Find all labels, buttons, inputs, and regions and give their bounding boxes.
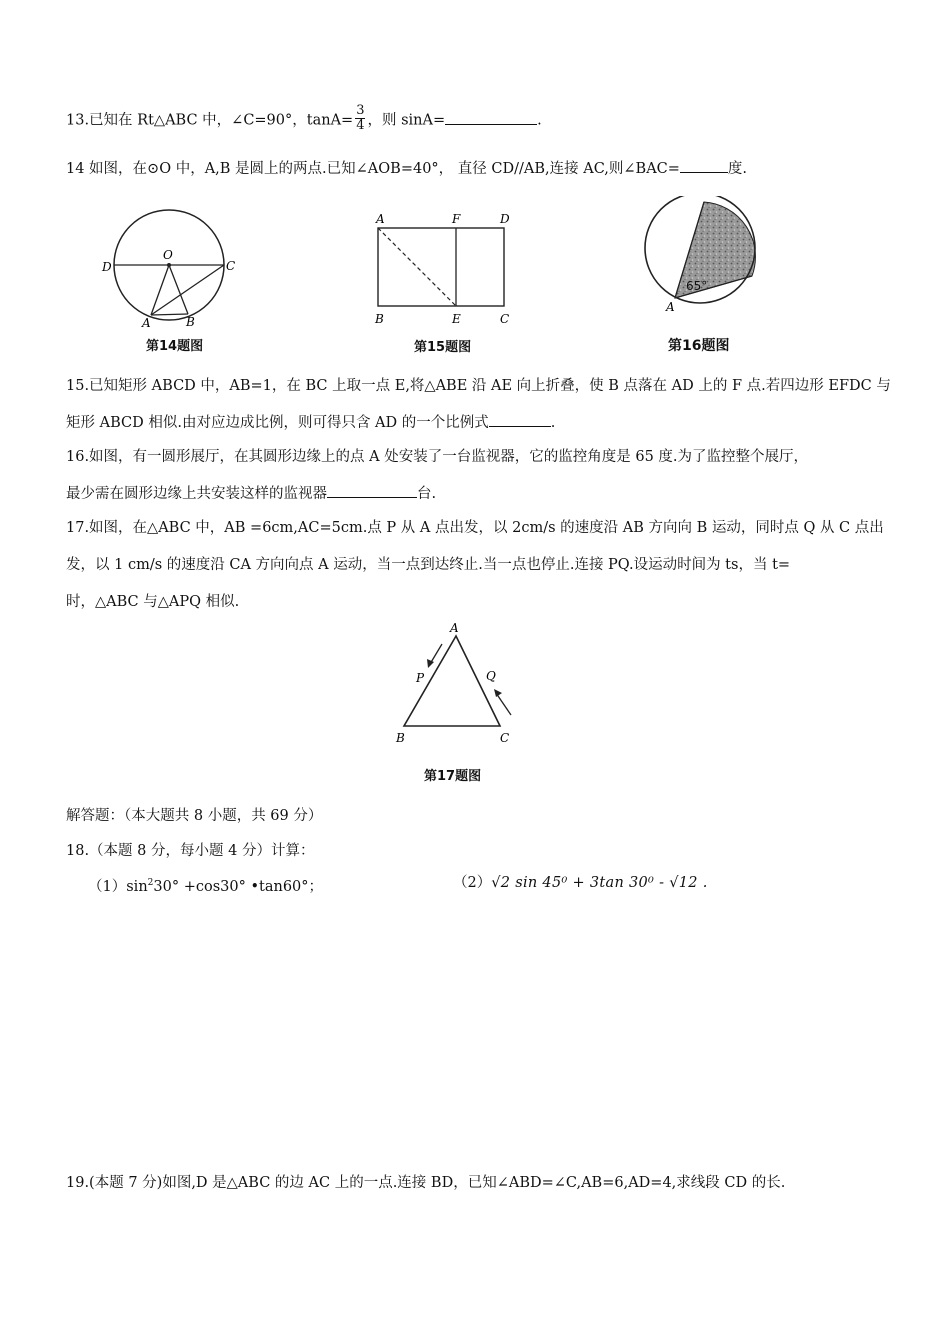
- question-18-part-2: [453, 873, 708, 893]
- fig15-label-c: C: [500, 312, 510, 326]
- q13-text-before: 13.已知在 Rt△ABC 中，∠C=90°，tanA=: [66, 112, 354, 129]
- q18-part1-a: sin: [126, 878, 148, 895]
- figure-17-diagram: [390, 620, 525, 748]
- q15-end: .: [550, 415, 556, 431]
- q13-end: .: [537, 112, 542, 129]
- question-15-line-1: 15.已知矩形 ABCD 中，AB=1，在 BC 上取一点 E,将△ABE 沿 AE 向上折叠，使 B 点落在 AD 上的 F 点.若四边形 EFDC 与: [66, 378, 891, 394]
- fig17-label-q: Q: [486, 669, 496, 683]
- fig15-label-f: F: [452, 212, 461, 226]
- q13-frac-den: 4: [356, 118, 365, 133]
- question-14: [66, 158, 747, 179]
- fig17-label-a: A: [450, 621, 459, 635]
- question-15-line-2: [66, 412, 555, 433]
- fig17-label-c: C: [500, 731, 510, 745]
- figure-16-caption: 第16题图: [668, 338, 730, 354]
- question-16-line-1: 16.如图，有一圆形展厅，在其圆形边缘上的点 A 处安装了一台监视器，它的监控角度是 65 度.为了监控整个展厅，: [66, 449, 809, 465]
- question-18-part-1: [88, 873, 323, 897]
- question-18-header: 18.（本题 8 分，每小题 4 分）计算：: [66, 843, 315, 859]
- figure-15-diagram: [370, 210, 520, 328]
- question-17-line-2: 发，以 1 cm/s 的速度沿 CA 方向向点 A 运动，当一点到达终止.当一点也停止.连接 PQ.设运动时间为 ts，当 t=: [66, 557, 791, 573]
- q14-text: 14 如图，在⊙O 中，A,B 是圆上的两点.已知∠AOB=40°， 直径 CD//AB,连接 AC,则∠BAC=: [66, 161, 680, 177]
- q13-fraction: [355, 104, 365, 133]
- q13-text-after: ，则 sinA=: [367, 112, 446, 129]
- fig16-angle-label: 65°: [686, 279, 708, 293]
- question-19: 19.(本题 7 分)如图,D 是△ABC 的边 AC 上的一点.连接 BD，已知∠ABD=∠C,AB=6,AD=4,求线段 CD 的长.: [66, 1175, 786, 1191]
- fig15-label-e: E: [452, 312, 461, 326]
- q13-frac-num: 3: [356, 103, 365, 118]
- fig17-label-p: P: [416, 671, 425, 685]
- fig15-label-d: D: [500, 212, 510, 226]
- fig17-label-b: B: [396, 731, 405, 745]
- question-16-line-2: [66, 483, 436, 504]
- fig15-label-a: A: [376, 212, 385, 226]
- q18-part1-sup: 2: [147, 878, 154, 888]
- figure-17-caption: 第17题图: [424, 769, 482, 784]
- fig16-label-a: A: [666, 300, 675, 314]
- q15-answer-blank[interactable]: [489, 412, 551, 427]
- q18-part1-b: 30° +cos30° •tan60°；: [153, 878, 324, 895]
- question-17-line-3: 时，△ABC 与△APQ 相似.: [66, 594, 240, 610]
- q18-part1-label: （1）: [88, 878, 127, 895]
- figure-14-caption: 第14题图: [146, 339, 204, 354]
- q14-answer-blank[interactable]: [680, 158, 728, 173]
- q13-answer-blank[interactable]: [445, 110, 537, 125]
- question-17-line-1: 17.如图，在△ABC 中，AB =6cm,AC=5cm.点 P 从 A 点出发，以 2cm/s 的速度沿 AB 方向向 B 运动，同时点 Q 从 C 点出: [66, 520, 884, 536]
- figure-16-diagram: [640, 196, 770, 318]
- fig14-label-a: A: [142, 316, 151, 330]
- q18-part2-label: （2）: [453, 875, 492, 891]
- q16-line-2-text: 最少需在圆形边缘上共安装这样的监视器: [66, 486, 327, 502]
- q18-part2-expr: √2 sin 45⁰ + 3tan 30⁰ - √12 .: [491, 875, 708, 891]
- fig14-label-o: O: [163, 248, 173, 262]
- section-title: 解答题：（本大题共 8 小题，共 69 分）: [66, 808, 323, 824]
- figure-14-diagram: [96, 208, 246, 330]
- q16-answer-blank[interactable]: [327, 483, 417, 498]
- q15-line-2-text: 矩形 ABCD 相似.由对应边成比例，则可得只含 AD 的一个比例式: [66, 415, 489, 431]
- q14-end: 度.: [727, 161, 748, 177]
- question-13: [66, 103, 542, 135]
- fig14-label-c: C: [226, 259, 236, 273]
- fig14-label-d: D: [102, 260, 112, 274]
- fig14-label-b: B: [186, 315, 195, 329]
- figure-15-caption: 第15题图: [414, 340, 472, 355]
- q16-end: 台.: [417, 486, 437, 502]
- fig15-label-b: B: [375, 312, 384, 326]
